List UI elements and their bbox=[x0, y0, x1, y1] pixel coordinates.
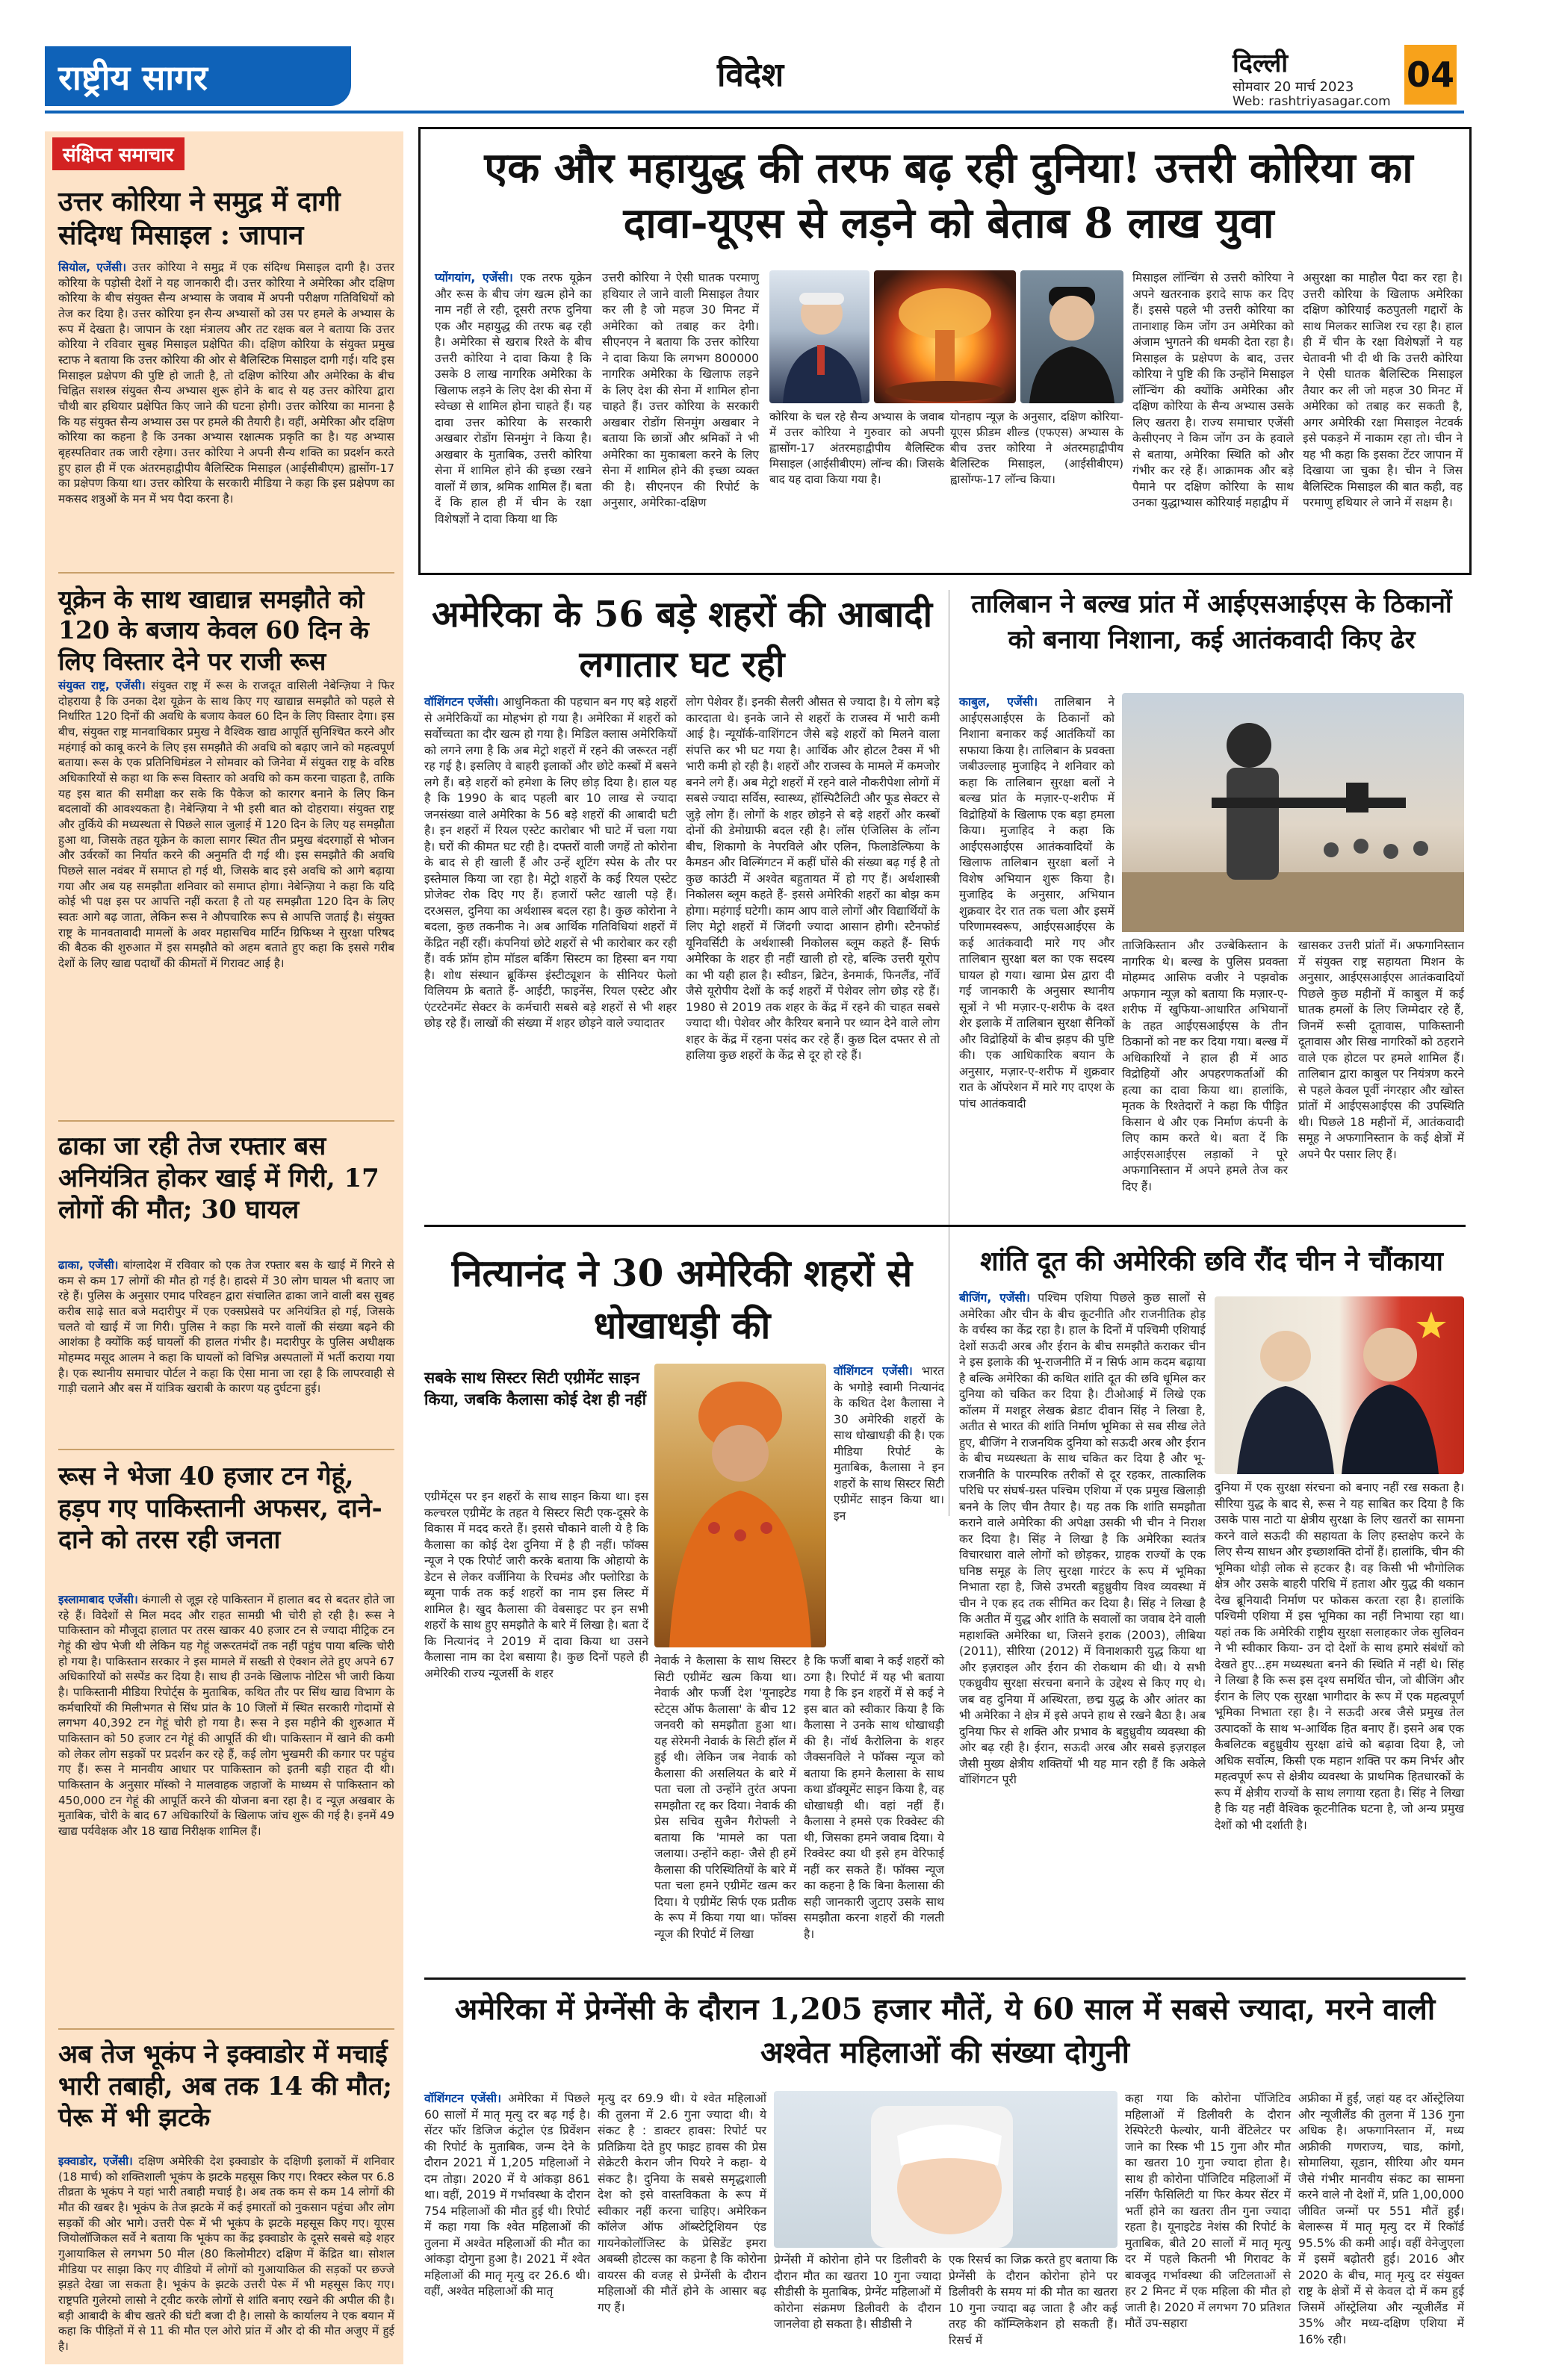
header-rule bbox=[45, 111, 1464, 114]
brief-headline-5: अब तेज भूकंप ने इक्वाडोर में मचाई भारी तबाही, अब तक 14 की मौत; पेरू में भी झटके bbox=[58, 2039, 392, 2133]
nithyananda-dateline: वॉशिंगटन एजेंसी। bbox=[834, 1364, 913, 1378]
page-number: 04 bbox=[1404, 45, 1457, 105]
section-title: विदेश bbox=[717, 56, 784, 94]
taliban-headline: तालिबान ने बल्ख प्रांत में आईएसआईएस के ठिकानों को बनाया निशाना, कई आतंकवादी किए ढेर bbox=[971, 589, 1452, 655]
explosion-photo bbox=[874, 270, 1016, 403]
brief-divider bbox=[58, 2028, 394, 2030]
taliban-dateline: काबुल, एजेंसी। bbox=[959, 695, 1038, 709]
maternal-col-2: मृत्यु दर 69.9 थी। ये श्वेत महिलाओं की तुलना में 2.6 गुना ज्यादा थी। ये संकट है : डाक्टर हावस: रिपोर्ट पर प्रतिक्रिया देते हुए फाइट हावस की प्रेस सेक्रेटरी केरान जीन पियरे ने कहा- ये संकट है। दुनिया के सबसे समृद्धशाली देश को इसे वास्तविकता के रूप में स्वीकार नहीं करना चाहिए। अमेरिकन कॉलेज ऑफ ऑब्स्टेट्रिशियन एंड गायनेकोलॉजिस्ट के प्रेसिडेंट इमरा अबब्सी होटल्स का कहना है कि कोरोना वायरस की वजह से प्रेग्नेंसी के दौरान महिलाओं की मौतें होने के आसार बढ़ गए हैं। bbox=[598, 2092, 766, 2314]
nithyananda-intro: वॉशिंगटन एजेंसी। भारत के भगोड़े स्वामी नित्यानंद के कथित देश कैलासा ने 30 अमेरिकी शहरों के साथ धोखाधड़ी की है। एक मीडिया रिपोर्ट के मुताबिक, कैलासा ने इन शहरों के साथ सिस्टर सिटी एग्रीमेंट साइन किया था। इन bbox=[834, 1364, 944, 1523]
mushroom-cloud-icon bbox=[874, 270, 1016, 403]
lead-col-4: असुरक्षा का माहौल पैदा कर रहा है। उत्तरी कोरिया के खिलाफ अमेरिका दक्षिण कोरियाई कठपुतली गद्दारों के साथ मिलकर साजिश रच रहा है। हाल ही में चीन के रक्षा विशेषज्ञों ने यह चेतावनी भी दी थी कि उत्तरी कोरिया ने ऐसी घातक बैलिस्टिक मिसाइल तैयार कर ली जो महज 30 मिनट में अमेरिका को तबाह कर सकती है, अगर अमेरिकी रक्षा मिसाइल नेटवर्क इसे पकड़ने में नाकाम रहा तो। चीन ने यह भी कहा कि इसका टेंटर जापान में दिखाया जा चुका है। चीन ने जिस बैलिस्टिक मिसाइल की बात कही, वह परमाणु हथियार ले जाने में सक्षम है। bbox=[1303, 271, 1463, 510]
lead-dateline: प्योंगयांग, एजेंसी। bbox=[435, 271, 513, 285]
china-dateline: बीजिंग, एजेंसी। bbox=[959, 1291, 1030, 1305]
lead-col-3: मिसाइल लॉन्चिंग से उत्तरी कोरिया ने अपने खतरनाक इरादे साफ कर दिए हैं। इससे पहले भी उत्तरी कोरिया का तानाशाह किम जोंग उन अमेरिका को अंजाम भुगतने की धमकी देता रहा है। मिसाइल के प्रक्षेपण के बाद, उत्तर कोरिया ने पुष्टि की कि उन्होंने मिसाइल लॉन्चिंग की क्योंकि अमेरिका और दक्षिण कोरिया के सैन्य अभ्यास उसके लिए खतरा है। राज्य समाचार एजेंसी केसीएनए ने किम जोंग उन के हवाले से बताया, अमेरिका स्थिति को और गंभीर कर रहे हैं। आक्रामक और बड़े पैमाने पर दक्षिण कोरिया के साथ उनका युद्धाभ्यास कोरियाई महाद्वीप में bbox=[1132, 271, 1294, 510]
maternal-dateline: वॉशिंगटन एजेंसी। bbox=[424, 2092, 501, 2105]
pregnant-woman-icon bbox=[774, 2091, 1117, 2248]
nithyananda-subhead: सबके साथ सिस्टर सिटी एग्रीमेंट साइन किया, जबकि कैलासा कोई देश ही नहीं bbox=[424, 1368, 647, 1409]
nithyananda-headline: नित्यानंद ने 30 अमेरिकी शहरों से धोखाधड़ी की bbox=[451, 1251, 913, 1347]
issue-date: सोमवार 20 मार्च 2023 bbox=[1233, 79, 1354, 95]
lead-col-2: उत्तरी कोरिया ने ऐसी घातक परमाणु हथियार ले जाने वाली मिसाइल तैयार कर ली है जो महज 30 मिनट में अमेरिका को तबाह कर देगी। सीएनएन ने बताया कि उत्तर कोरिया ने दावा किया कि लगभग 800000 नागरिक अमेरिका के खिलाफ लड़ने के लिए देश की सेना में शामिल होना चाहते हैं। उत्तर कोरिया के सरकारी अखबार रोडोंग सिनमुंग अखबार ने बताया कि छात्रों और श्रमिकों ने भी अमेरिका का मुकाबला करने के लिए सेना में शामिल होने की इच्छा व्यक्त की है। सीएनएन की रिपोर्ट के अनुसार, अमेरिका-दक्षिण bbox=[602, 271, 759, 510]
taliban-photo bbox=[1122, 693, 1464, 932]
politician-photo bbox=[769, 270, 869, 403]
brief-divider bbox=[58, 1120, 394, 1122]
leader-photo bbox=[1020, 270, 1123, 403]
edition-city: दिल्ली bbox=[1233, 49, 1289, 78]
lead-headline: एक और महायुद्ध की तरफ बढ़ रही दुनिया! उत्तरी कोरिया का दावा-यूएस से लड़ने को बेताब 8 लाख युवा bbox=[484, 143, 1413, 249]
brief-body-1: सियोल, एजेंसी। उत्तर कोरिया ने समुद्र में एक संदिग्ध मिसाइल दागी है। उत्तर कोरिया के पड़ोसी देशों ने यह जानकारी दी। उत्तर कोरिया ने अमेरिका और दक्षिण कोरिया के बीच संयुक्त सैन्य अभ्यास के जवाब में अपनी परीक्षण गतिविधियों को तेज कर दिया है। उत्तर कोरिया इन सैन्य अभ्यासों को उस पर हमले के अभ्यास के रूप में देखता है। जापान के रक्षा मंत्रालय और तट रक्षक बल ने बताया कि उत्तर कोरिया ने रविवार सुबह मिसाइल प्रक्षेपित की। दक्षिण कोरिया के संयुक्त प्रमुख स्टाफ ने बताया कि उत्तर कोरिया की ओर से बैलिस्टिक मिसाइल दागी गई। यदि इस मिसाइल प्रक्षेपण की पुष्टि हो जाती है, तो दक्षिण कोरिया और अमेरिका के बीच चिह्नित सशस्त्र संयुक्त सैन्य अभ्यास शुरू होने के बाद से यह उत्तर कोरिया द्वारा चौथी बार हथियार प्रक्षेपित किए जाने की घटना होगी। उत्तर कोरिया का मानना है कि यह संयुक्त सैन्य अभ्यास उस पर हमले की तैयारी है। वहीं, अमेरिका और दक्षिण कोरिया का कहना है कि उनका अभ्यास रक्षात्मक प्रकृति का है। यह अभ्यास बृहस्पतिवार तक जारी रहेगा। उत्तर कोरिया ने अपनी सैन्य शक्ति का प्रदर्शन करते हुए हाल ही में एक अंतरमहाद्वीपीय बैलिस्टिक मिसाइल (आईसीबीएम) ह्वासोंग-17 का प्रक्षेपण किया था। उत्तर कोरिया के सरकारी मीडिया ने कहा कि इस प्रक्षेपण का मकसद शत्रुओं के मन में भय पैदा करना है। bbox=[58, 261, 395, 506]
brief-body-3: ढाका, एजेंसी। बांग्लादेश में रविवार को एक तेज रफ्तार बस के खाई में गिरने से कम से कम 17 लोगों की मौत हो गई है। हादसे में 30 लोग घायल भी बताए जा रहे हैं। पुलिस के अनुसार एमाद परिवहन द्वारा संचालित ढाका जाने वाली बस सुबह करीब साढ़े सात बजे मदारीपुर में एक एक्सप्रेसवे पर अनियंत्रित हो गई, जिसके चलते वो खाई में जा गिरी। पुलिस ने कहा कि मरने वालों की संख्या बढ़ने की आशंका है क्योंकि कई घायलों की हालत गंभीर है। मदारीपुर के पुलिस अधीक्षक मोहम्मद मसूद आलम ने कहा कि घायलों को विभिन्न अस्पतालों में भर्ती कराया गया है। एक स्थानीय समाचार पोर्टल ने कहा कि ऐसा माना जा रहा है कि लापरवाही से गाड़ी चलाने और बस में यांत्रिक खराबी के कारण यह दुर्घटना हुई। bbox=[58, 1258, 395, 1396]
china-col-2: दुनिया में एक सुरक्षा संरचना को बनाए नहीं रख सकता है। सीरिया युद्ध के बाद से, रूस ने यह साबित कर दिया है कि उसके पास नाटो या क्षेत्रीय सुरक्षा के लिए खतरों का सामना करने वाले सऊदी की सहायता के लिए हस्तक्षेप करने के लिए सैन्य साधन और इच्छाशक्ति दोनों हैं। हालांकि, चीन की भूमिका थोड़ी लोक से हटकर है। वह किसी भी भौगोलिक क्षेत्र और उसके बाहरी परिधि में हताश और युद्ध की थकान देख ब्रूनियादी निर्माण पर फोकस करता रहा है। हालांकि पश्चिमी एशिया में इस भूमिका का नहीं निभाया रहा था। यहां तक कि अमेरिकी राष्ट्रीय सुरक्षा सलाहकार जेक सुलिवन ने भी स्वीकार किया- उन दो देशों के साथ हमारे संबंधों को देखते हुए...हम मध्यस्थता बनने की स्थिति में नहीं थे। सिंह ने लिखा है कि रूस इस दृश्य समर्थित चीन, जो बीजिंग और ईरान के लिए एक सुरक्षा भागीदार के रूप में एक महत्वपूर्ण भूमिका निभाता रहा है। ने सऊदी अरब जैसे प्रमुख तेल उत्पादकों के साथ भ-आर्थिक हित बनाए हैं। इसने अब एक कैबलिटक बहुध्रुवीय सुरक्षा ढांचे को बढ़ावा दिया है, जो अधिक सर्वोत्म, किसी एक महान शक्ति पर कम निर्भर और महत्वपूर्ण रूप से क्षेत्रीय व्यवस्था के प्राथमिक हितधारकों के रूप में क्षेत्रीय राज्यों के साथ लगाया रहता है। सिंह ने लिखा है कि यह नहीं वैश्विक कूटनीतिक घटना है, जो अन्य प्रमुख देशों को भी दर्शाती है। bbox=[1215, 1481, 1464, 1832]
maternal-col-4: एक रिसर्च का जिक्र करते हुए बताया कि प्रेग्नेंसी के दौरान कोरोना होने पर डिलीवरी के समय मां की मौत का खतरा 10 गुना ज्यादा बढ़ जाता है और कई तरह की कॉम्प्लिकेशन हो सकती हैं। रिसर्च में bbox=[949, 2253, 1117, 2347]
maternal-col-5: कहा गया कि कोरोना पॉजिटिव महिलाओं में डिलीवरी के दौरान रेस्पिरेटरी फेल्योर, यानी वेंटिलेटर पर जाने का रिस्क भी 15 गुना और मौत का खतरा 10 गुना ज्यादा होता है। साथ ही कोरोना पॉजिटिव महिलाओं में नर्सिंग फैसिलिटी या फिर केयर सेंटर में भर्ती होने का खतरा तीन गुना ज्यादा रहता है। यूनाइटेड नेशंस की रिपोर्ट के मुताबिक, बीते 20 सालों में मातृ मृत्यु दर में पहले कितनी भी गिरावट के बावजूद गर्भावस्था की जटिलताओं से हर 2 मिनट में एक महिला की मौत हो जाती है। 2020 में लगभग 70 प्रतिशत मौतें उप-सहारा bbox=[1125, 2092, 1291, 2331]
us-cities-dateline: वॉशिंगटन एजेंसी। bbox=[424, 695, 499, 709]
china-col-1: बीजिंग, एजेंसी। पश्चिम एशिया पिछले कुछ सालों से अमेरिका और चीन के बीच कूटनीति और राजनीतिक होड़ के वर्चस्व का केंद्र रहा है। हाल के दिनों में पश्चिमी एशियाई देशों सऊदी अरब और ईरान के बीच समझौते कराकर चीन ने इस इलाके की भू-राजनीति में न सिर्फ आम कदम बढ़ाया है बल्कि अमेरिका की कथित शांति दूत की छवि धूमिल कर दुनिया को चकित कर दिया है। टीओआई में लिखे एक कॉलम में मशहूर लेखक ब्रेडाट दीवान सिंह ने लिखा है, अतीत से भारत की शांति निर्माण भूमिका से सब सीख लेते हुए, बीजिंग ने राजनयिक दुनिया को सऊदी अरब और ईरान के बीच मध्यस्थता के साथ चकित कर दिया है और भू-राजनीति के पारम्परिक तरीकों से दूर रहकर, तात्कालिक परिधि पर संघर्ष-ग्रस्त पश्चिम एशिया में एक प्रमुख खिलाड़ी बनने के लिए चीन तैयार है। यह तक कि शांति समझौता कराने वाले अमेरिका की अपेक्षा उसकी भी चीन ने निराश कर दिया है। सिंह ने लिखा है कि अमेरिका स्वतंत्र विचारधारा वाले लोगों को छोड़कर, ग्राहक राज्यों के एक घनिष्ठ समूह के लिए सुरक्षा गारंटर के रूप में भूमिका निभाता रहा है, जिसे उभरती बहुध्रुवीय विश्व व्यवस्था में चीन ने एक हद तक सीमित कर दिया है। सिंह ने लिखा है कि अतीत में युद्ध और शांति के सवालों का जवाब देने वाली महाशक्ति अमेरिका था, जिसने इराक (2003), लीबिया (2011), सीरिया (2012) में विनाशकारी युद्ध किया था और इज़राइल और ईरान की रोकथाम की थी। ये सभी एकध्रुवीय सुरक्षा संरचना बनाने के उद्देश्य से किए गए थे। जब वह दुनिया में अस्थिरता, छद्म युद्ध के और आंतर का भी अमेरिका ने क्षेत्र में इसे अपने हाथ से रखने बैठा है। अब दुनिया फिर से शक्ति और प्रभाव के बहुध्रुवीय व्यवस्था की ओर बढ़ रही है। ईरान, सऊदी अरब और सबसे इज़राइल जैसी मुख्य क्षेत्रीय शक्तियों भी यह मान रही हैं कि अकेले वॉशिंगटन पूरी bbox=[959, 1291, 1206, 1787]
brief-dateline-2: संयुक्त राष्ट्र, एजेंसी। bbox=[58, 679, 146, 692]
taliban-col-2: ताजिकिस्तान और उज्बेकिस्तान के नागरिक थे। बल्ख के पुलिस प्रवक्ता मोहम्मद आसिफ वजीर ने पझवोक अफगान न्यूज़ को बताया कि मज़ार-ए-शरीफ में खुफिया-आधारित अभियानों के तहत आईएसआईएस के तीन ठिकानों को नष्ट कर दिया गया। बल्ख में अधिकारियों ने हाल ही में आठ विद्रोहियों और अपहरणकर्ताओं की हत्या का दावा किया था। हालांकि, मृतक के रिश्तेदारों ने कहा कि पीड़ित किसान थे और एक निर्माण कंपनी के लिए काम करते थे। बता दें कि आईएसआईएस लड़ाकों ने पूरे अफगानिस्तान में अपने हमले तेज कर दिए हैं। bbox=[1122, 939, 1288, 1193]
brief-divider bbox=[58, 1449, 394, 1450]
brief-dateline-3: ढाका, एजेंसी। bbox=[58, 1258, 119, 1272]
handshake-icon bbox=[1215, 1296, 1464, 1474]
brief-headline-1: उत्तर कोरिया ने समुद्र में दागी संदिग्ध मिसाइल : जापान bbox=[58, 186, 341, 251]
nithyananda-col-1: एग्रीमेंट्स पर इन शहरों के साथ साइन किया था। इस कल्चरल एग्रीमेंट के तहत ये सिस्टर सिटी एक-दूसरे के विकास में मदद करते हैं। इससे चौकाने वाली ये है कि कैलासा का कोई देश दुनिया में है ही नहीं। फॉक्स न्यूज ने एक रिपोर्ट जारी करके बताया कि ओहायो के डेटन से लेकर वर्जीनिया के रिचमंड और फ्लोरिडा के ब्यूना पार्क तक कई शहरों का नाम इस लिस्ट में शामिल है। खुद कैलासा की वेबसाइट पर इन सभी शहरों के साथ हुए समझौते के बारे में लिखा है। बता दें कि नित्यानंद ने 2019 में दावा किया था उसने कैलासा नाम का देश बसाया है। कुछ दिनों पहले ही अमेरिकी राज्य न्यूजर्सी के शहर bbox=[424, 1490, 648, 1680]
person-icon bbox=[769, 270, 869, 403]
section-rule bbox=[424, 1225, 1466, 1227]
armed-fighter-icon bbox=[1122, 693, 1464, 932]
person-icon bbox=[1020, 270, 1123, 403]
website[interactable]: Web: rashtriyasagar.com bbox=[1233, 94, 1391, 109]
us-cities-col-2: लोग पेशेवर हैं। इनकी सैलरी औसत से ज्यादा है। ये लोग बड़े कारदाता थे। इनके जाने से शहरों के राजस्व में भारी कमी आई है। न्यूयॉर्क-वाशिंगटन जैसे बड़े शहरों को मिलने वाला संपत्ति कर भी घट गया है। आर्थिक और होटल टैक्स में भी भारी कमी हो रही है। शहरों और राजस्व के मामले में कमजोर बनने लगे हैं। अब मेट्रो शहरों में रहने वाले नौकरीपेशा लोगों में सबसे ज्यादा सर्विस, स्वास्थ्य, हॉस्पिटैलिटी और फूड सेक्टर से जुड़े लोग हैं। लोगों के शहर छोड़ने से बड़े शहरों और कस्बों दोनों की डेमोग्राफी बदल रही है। लॉस एंजिलिस के लॉन्ग बीच, शिकागो के नेपरविले और एलिन, फिलाडेल्फिया के कैमडन और विल्मिंगटन में कहीं घोंसे की संख्या बढ़ गई है तो कुछ काउंटी में अश्वेत बहुतायत में हो गए हैं। अर्थशास्त्री निकोलस ब्लूम कहते हैं- इससे अमेरिकी शहरों का बोझ कम होगा। महंगाई घटेगी। काम आप वाले लोगों और विद्यार्थियों के लिए मेट्रो शहरों में जिंदगी ज्यादा आसान होगी। स्टैनफोर्ड यूनिवर्सिटी के अर्थशास्त्री निकोलस ब्लूम कहते हैं- सिर्फ अमेरिका के शहर ही नहीं खाली हो रहे, बल्कि उत्तरी यूरोप का भी यही हाल है। स्वीडन, ब्रिटेन, डेनमार्क, फिनलैंड, नॉर्वे जैसे यूरोपीय देशों के कई शहरों में पेशेवर लोग छोड़ रहे हैं। 1980 से 2019 तक शहर के केंद्र में रहने की चाहत सबसे ज्यादा थी। पेशेवर और कैरियर बनाने पर ध्यान देने वाले लोग शहर के केंद्र में रहना पसंद कर रहे हैं। कुछ दिल दफ्तर से तो हालिया कुछ शहरों के केंद्र से दूर हो रहे हैं। bbox=[686, 695, 940, 1063]
nithyananda-col-3: है कि फर्जी बाबा ने कई शहरों को ठगा है। रिपोर्ट में यह भी बताया गया है कि इन शहरों में से कई ने इस बात को स्वीकार किया है कि कैलासा ने उनके साथ धोखाधड़ी की है। नॉर्थ कैरोलिना के शहर जैक्सनविले ने फॉक्स न्यूज को बताया कि हमने कैलासा के साथ कथा डॉक्यूमेंट साइन किया है, वह धोखाधड़ी थी। वहां नहीं हैं। कैलासा ने हमसे एक रिक्वेस्ट की थी, जिसका हमने जवाब दिया। ये रिक्वेस्ट क्या थी इसे हम वेरिफाई नहीं कर सकते हैं। फॉक्स न्यूज का कहना है कि बिना कैलासा की सही जानकारी जुटाए उसके साथ समझौता करना शहरों की गलती है। bbox=[804, 1654, 944, 1941]
lead-col-1: प्योंगयांग, एजेंसी। एक तरफ यूक्रेन और रूस के बीच जंग खत्म होने का नाम नहीं ले रही, दूसरी तरफ दुनिया एक और महायुद्ध की तरफ बढ़ रही है। अमेरिका से खराब रिश्ते के बीच उत्तरी कोरिया ने दावा किया है कि उसके 8 लाख नागरिक अमेरिका के खिलाफ लड़ने के लिए देश की सेना में स्वेच्छा से शामिल होना चाहते हैं। यह दावा उत्तर कोरिया के सरकारी अखबार रोडोंग सिनमुंग ने किया है। अखबार के मुताबिक, उत्तरी कोरिया सेना में शामिल होने की इच्छा रखने वालों में छात्र, श्रमिक शामिल हैं। बता दें कि हाल ही में चीन के रक्षा विशेषज्ञों ने दावा किया था कि bbox=[435, 271, 592, 526]
maternal-headline: अमेरिका में प्रेग्नेंसी के दौरान 1,205 हजार मौतें, ये 60 साल में सबसे ज्यादा, मरने वाली अश्वेत महिलाओं की संख्या दोगुनी bbox=[454, 1992, 1436, 2070]
us-cities-headline: अमेरिका के 56 बड़े शहरों की आबादी लगातार घट रही bbox=[431, 594, 933, 686]
brief-news-label: संक्षिप्त समाचार bbox=[52, 137, 185, 170]
maternal-col-3: प्रेग्नेंसी में कोरोना होने पर डिलीवरी के दौरान मौत का खतरा 10 गुना ज्यादा सीडीसी के मुताबिक, प्रेग्नेंट महिलाओं में कोरोना संक्रमण डिलीवरी के दौरान जानलेवा हो सकता है। सीडीसी ने bbox=[774, 2253, 941, 2331]
brief-body-4: इस्लामाबाद एजेंसी। कंगाली से जूझ रहे पाकिस्तान में हालात बद से बदतर होते जा रहे हैं। विदेशों से मिल मदद और राहत सामग्री भी चोरी हो रही है। रूस ने पाकिस्तान को मौजूदा हालात पर तरस खाकर 40 हजार टन से ज्यादा मीट्रिक टन गेहूं की खेप भेजी थी लेकिन यह गेहूं जरूरतमंदों तक नहीं पहुंच पाया बल्कि चोरी हो गया है। पाकिस्तान सरकार ने इस मामले में सख्ती से ऐक्शन लेते हुए अपने 67 अधिकारियों को सस्पेंड कर दिया है। साथ ही उनके खिलाफ नोटिस भी जारी किया है। पाकिस्तानी मीडिया रिपोर्ट्स के मुताबिक, कथित तौर पर सिंध खाद्य विभाग के कर्मचारियों की मिलीभगत से सिंध प्रांत के 10 जिलों में स्थित सरकारी गोदामों से लगभग 40,392 टन गेहूं चोरी हो गया है। रूस ने इस महीने की शुरुआत में पाकिस्तान को 50 हजार टन गेहूं की आपूर्ति की थी। पाकिस्तान में खाने की कमी को लेकर लोग सड़कों पर प्रदर्शन कर रहे हैं, कई लोग भुखमरी की कगार पर पहुंच गए हैं। रूस ने मानवीय आधार पर पाकिस्तान को इतनी बड़ी राहत दी थी। पाकिस्तान के अनुसार मॉस्को ने मालवाहक जहाजों के माध्यम से पाकिस्तान को 450,000 टन गेहूं की आपूर्ति करने की योजना बना रहा है। द न्यूज़ अखबार के मुताबिक, चोरी के बाद 67 अधिकारियों के खिलाफ जांच शुरू की गई है। इनमें 49 खाद्य पर्यवेक्षक और 18 खाद्य निरीक्षक शामिल हैं। bbox=[58, 1593, 395, 1839]
brief-headline-4: रूस ने भेजा 40 हजार टन गेहूं, हड़प गए पाकिस्तानी अफसर, दाने-दाने को तरस रही जनता bbox=[58, 1461, 382, 1555]
brief-headline-2: यूक्रेन के साथ खाद्यान्न समझौते को 120 के बजाय केवल 60 दिन के लिए विस्तार देने पर राजी रूस bbox=[58, 585, 369, 676]
brief-divider bbox=[58, 572, 394, 574]
brief-dateline-4: इस्लामाबाद एजेंसी। bbox=[58, 1593, 138, 1606]
maternal-col-1: वॉशिंगटन एजेंसी। अमेरिका में पिछले 60 सालों में मातृ मृत्यु दर बढ़ गई है। सेंटर फॉर डिजिज कंट्रोल एंड प्रिवेंशन की रिपोर्ट के मुताबिक, जन्म देने के दौरान 2021 में 1,205 महिलाओं ने दम तोड़ा। 2020 में ये आंकड़ा 861 था। वहीं, 2019 में गर्भावस्था के दौरान 754 महिलाओं की मौत हुई थी। रिपोर्ट में कहा गया कि श्वेत महिलाओं की तुलना में अश्वेत महिलाओं की मौत का आंकड़ा दोगुना हुआ है। 2021 में श्वेत महिलाओं की मातृ मृत्यु दर 26.6 थी। वहीं, अश्वेत महिलाओं की मातृ bbox=[424, 2092, 590, 2299]
brief-dateline-5: इक्वाडोर, एजेंसी। bbox=[58, 2154, 133, 2168]
taliban-col-3: खासकर उत्तरी प्रांतों में। अफगानिस्तान में संयुक्त राष्ट्र सहायता मिशन के अनुसार, आईएसआईएस आतंकवादियों पिछले कुछ महीनों में काबुल में कई घातक हमलों के लिए जिम्मेदार रहे हैं, जिनमें रूसी दूतावास, पाकिस्तानी दूतावास और सिख नागरिकों को ठहराने वाले एक होटल पर हमले शामिल हैं। तालिबान द्वारा काबुल पर नियंत्रण करने से पहले केवल पूर्वी नंगरहार और खोस्त प्रांतों में आईएसआईएस की उपस्थिति थी। पिछले 18 महीनों में, आतंकवादी समूह ने अफगानिस्तान के कई क्षेत्रों में अपने पैर पसार लिए हैं। bbox=[1298, 939, 1464, 1161]
us-cities-col-1: वॉशिंगटन एजेंसी। आधुनिकता की पहचान बन गए बड़े शहरों से अमेरिकियों का मोहभंग हो गया है। अमेरिका में शहरों को सर्वोच्चता का दौर खत्म हो गया है। मिडिल क्लास अमेरिकियों को लगने लगा है कि अब मेट्रो शहरों में रहने की जरूरत नहीं रह गई है। इसलिए वे बाहरी इलाकों और छोटे कस्बों में बसने लगे हैं। बड़े शहरों को हमेशा के लिए छोड़ दिया है। हाल यह है कि 1990 के बाद पहली बार 10 लाख से ज्यादा जनसंख्या वाले अमेरिका के 56 बड़े शहरों की आबादी घटी है। इन शहरों में रियल एस्टेट कारोबार भी घाटे में चला गया है। घरों की कीमत घट रही है। दफ्तरों वाली जगहें तो कोरोना के बाद से ही खाली हैं और उन्हें शूटिंग स्पेस के तौर पर इस्तेमाल किया जा रहा है। मेट्रो शहरों के कई रियल एस्टेट प्रोजेक्ट रोक दिए गए हैं। हजारों फ्लैट खाली पड़े हैं। दरअसल, दुनिया का अर्थशास्त्र बदल रहा है। कुछ कोरोना ने बदला, कुछ तकनीक ने। अब आर्थिक गतिविधियां शहरों में केंद्रित नहीं रहीं। कंपनियां छोटे शहरों से भी कारोबार कर रही हैं। वर्क फ्रॉम होम मॉडल बर्किंग सिस्टम का हिस्सा बन गया है। शोध संस्थान ब्रूकिंग्स इंस्टीट्यूशन के सीनियर फेलो विलियम फ्रे बताते हैं- आईटी, फाइनेंस, रियल एस्टेट और एंटरटेनमेंट सेक्टर के कर्मचारी सबसे बड़े शहरों से भी शहर छोड़ रहे हैं। लाखों की संख्या में शहर छोड़ने वाले ज्यादातर bbox=[424, 695, 677, 1031]
maternal-col-6: अफ्रीका में हुईं, जहां यह दर ऑस्ट्रेलिया और न्यूजीलैंड की तुलना में 136 गुना अधिक है। अफगानिस्तान में, मध्य अफ्रीकी गणराज्य, चाड, कांगो, सोमालिया, सूडान, सीरिया और यमन जैसे गंभीर मानवीय संकट का सामना करने वाले नौ देशों में, प्रति 1,00,000 जीवित जन्मों पर 551 मौतें हुईं। बेलारूस में मातृ मृत्यु दर में रिकॉर्ड 95.5% की कमी आई। वहीं वेनेजुएला में इसमें बढ़ोतरी हुई। 2016 और 2020 के बीच, मातृ मृत्यु दर संयुक्त राष्ट्र के क्षेत्रों में से केवल दो में कम हुई जिसमें ऑस्ट्रेलिया और न्यूजीलैंड में 35% और मध्य-दक्षिण एशिया में 16% रही। bbox=[1298, 2092, 1464, 2346]
person-icon bbox=[654, 1364, 826, 1647]
lead-caption-2: योनहाप न्यूज़ के अनुसार, दक्षिण कोरिया-यूएस फ्रीडम शील्ड (एफएस) अभ्यास के बीच उत्तर कोरिया ने अंतरमहाद्वीपीय बैलिस्टिक मिसाइल, (आईसीबीएम) ह्वासोंग्फ-17 लॉन्च किया। bbox=[950, 410, 1123, 486]
brief-headline-3: ढाका जा रही तेज रफ्तार बस अनियंत्रित होकर खाई में गिरी, 17 लोगों की मौत; 30 घायल bbox=[58, 1131, 379, 1225]
section-rule bbox=[424, 1977, 1466, 1980]
paper-name: राष्ट्रीय सागर bbox=[58, 58, 208, 98]
nithyananda-col-2: नेवार्क ने कैलासा के साथ सिस्टर सिटी एग्रीमेंट खत्म किया था। नेवार्क और फर्जी देश 'यूनाइटेड स्टेट्स ऑफ कैलासा' के बीच 12 जनवरी को समझौता हुआ था। यह सेरेमनी नेवार्क के सिटी हॉल में हुई थी। लेकिन जब नेवार्क को कैलासा की असलियत के बारे में पता चला तो उन्होंने तुरंत अपना समझौता रद्द कर दिया। नेवार्क की प्रेस सचिव सुजैन गैरोफ्ली ने बताया कि 'मामले का पता जलाया। उन्होंने कहा- जैसे ही हमें कैलासा की परिस्थितियों के बारे में पता चला हमने एग्रीमेंट खत्म कर दिया। ये एग्रीमेंट सिर्फ एक प्रतीक के रूप में किया गया था। फॉक्स न्यूज की रिपोर्ट में लिखा bbox=[654, 1654, 797, 1941]
godman-photo bbox=[654, 1364, 826, 1647]
brief-dateline-1: सियोल, एजेंसी। bbox=[58, 261, 126, 274]
china-headline: शांति दूत की अमेरिकी छवि रौंद चीन ने चौंकाया bbox=[980, 1246, 1443, 1277]
brief-body-2: संयुक्त राष्ट्र, एजेंसी। संयुक्त राष्ट्र में रूस के राजदूत वासिली नेबेन्ज़िया ने फिर दोहराया है कि उनका देश यूक्रेन के साथ किए गए खाद्यान्न समझौते को पहले से निर्धारित 120 दिनों की अवधि के बजाय केवल 60 दिन के लिए विस्तार देगा। इस बीच, संयुक्त राष्ट्र मानवाधिकार प्रमुख ने वैश्विक खाद्य आपूर्ति सुनिश्चित करने और महंगाई को काबू करने के लिए इस समझौते की अवधि को बढ़ाए जाने को महत्वपूर्ण बताया। रूस के एक प्रतिनिधिमंडल ने सोमवार को जिनेवा में संयुक्त राष्ट्र के वरिष्ठ अधिकारियों से कहा था कि रूस विस्तार को अवधि को कम करना चाहता है, ताकि यह इस बात की समीक्षा कर सके कि पैकेज को कारगर बनाने के लिए किन बदलावों की आवश्यकता है। नेबेन्ज़िया ने भी इसी बात को दोहराया। संयुक्त राष्ट्र और तुर्किये की मध्यस्थता से पिछले साल जुलाई में 120 दिन के लिए यह समझौता हुआ था, जिसके तहत यूक्रेन के काला सागर स्थित तीन प्रमुख बंदरगाहों से भोजन और उर्वरकों का निर्यात करने की अनुमति दी गई थी। इस समझौते की अवधि पिछले साल नवंबर में समाप्त हो गई थी, जिसके बाद इसे अवधि को आगे बढ़ाया गया और अब यह समझौता शनिवार को समाप्त होगा। नेबेन्ज़िया ने कहा कि यदि कोई भी पक्ष इस पर आपत्ति नहीं करता है तो यह समझौता 120 दिन के लिए स्वतः आगे बढ़ जाता, लेकिन रूस ने औपचारिक रूप से आपत्ति जताई है। संयुक्त राष्ट्र के मानवतावादी मामलों के अवर महासचिव मार्टिन ग्रिफिथ्स ने सुरक्षा परिषद की बैठक की शुरुआत में इस समझौते को अहम बताते हुए कहा कि इससे गरीब देशों के लिए खाद्य पदार्थों की कीमतों में गिरावट आई है। bbox=[58, 679, 395, 971]
lead-caption-1: कोरिया के चल रहे सैन्य अभ्यास के जवाब में उत्तर कोरिया ने गुरुवार को अपनी ह्वासोंग-17 अंतरमहाद्वीपीय बैलिस्टिक मिसाइल (आईसीबीएम) लॉन्च की। जिसके बाद यह दावा किया गया है। bbox=[769, 410, 944, 486]
brief-body-5: इक्वाडोर, एजेंसी। दक्षिण अमेरिकी देश इक्वाडोर के दक्षिणी इलाकों में शनिवार (18 मार्च) को शक्तिशाली भूकंप के झटके महसूस किए गए। रिक्टर स्केल पर 6.8 तीव्रता के भूकंप ने यहां भारी तबाही मचाई है। अब तक कम से कम 14 लोगों की मौत की खबर है। भूकंप के तेज झटके में कई इमारतों को नुकसान पहुंचा और लोग सड़कों की ओर भागे। उत्तरी पेरू में भी भूकंप के झटके महसूस किए गए। यूएस जियोलॉजिकल सर्वे ने बताया कि भूकंप का केंद्र इक्वाडोर के दूसरे सबसे बड़े शहर गुआयाकिल से लगभग 50 मील (80 किलोमीटर) दक्षिण में केंद्रित था। सोशल मीडिया पर साझा किए गए वीडियो में लोगों को गुआयाकिल की सड़कों पर छज्जे झड़ते देखा जा सकता है। भूकंप के झटके उत्तरी पेरू में भी महसूस किए गए। राष्ट्रपति गुलेरमो लासो ने ट्वीट करके लोगों से शांति बनाए रखने की अपील की है। बड़ी आबादी के बीच खतरे की घंटी बजा दी है। लासो के कार्यालय ने एक बयान में कहा कि पीड़ितों में से 11 की मौत एल ओरो प्रांत में और दो की मौत अजुए में हुई है। bbox=[58, 2154, 394, 2354]
pregnancy-photo bbox=[774, 2091, 1117, 2248]
taliban-col-1: काबुल, एजेंसी। तालिबान ने आईएसआईएस के ठिकानों को निशाना बनाकर कई आतंकियों का सफाया किया है। तालिबान के प्रवक्ता जबीउल्लाह मुजाहिद ने शनिवार को कहा कि तालिबान सुरक्षा बलों ने बल्ख प्रांत के मज़ार-ए-शरीफ में विद्रोहियों के खिलाफ एक बड़ा हमला किया। मुजाहिद ने कहा कि आईएसआईएस आतंकवादियों के खिलाफ तालिबान सुरक्षा बलों ने विशेष अभियान शुरू किया है। मुजाहिद के अनुसार, अभियान शुक्रवार देर रात तक चला और इसमें परिणामस्वरूप, आईएसआईएस के कई आतंकवादी मारे गए और तालिबान सुरक्षा बल का एक सदस्य घायल हो गया। खामा प्रेस द्वारा दी गई जानकारी के अनुसार स्थानीय सूत्रों ने भी मज़ार-ए-शरीफ के दश्त शेर इलाके में तालिबान सुरक्षा सैनिकों और विद्रोहियों के बीच झड़प की पुष्टि की। एक आधिकारिक बयान के अनुसार, मज़ार-ए-शरीफ में शुक्रवार रात के ऑपरेशन में मारे गए दाएश के पांच आतंकवादी bbox=[959, 695, 1115, 1110]
leaders-handshake-photo bbox=[1215, 1296, 1464, 1474]
